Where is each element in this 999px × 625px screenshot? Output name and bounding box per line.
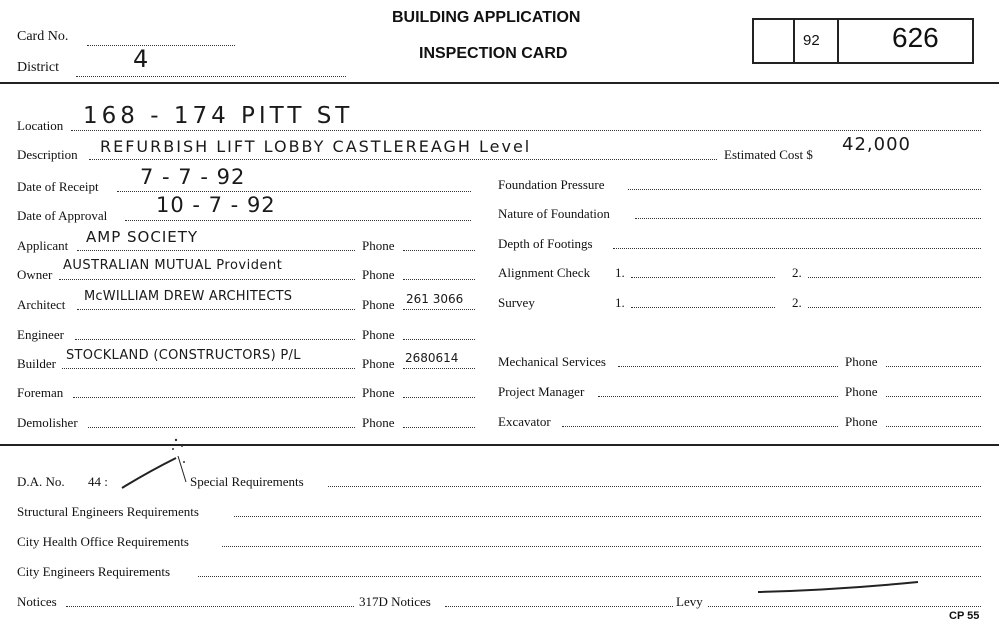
survey-num-1: 1. — [615, 295, 625, 310]
card-number-box — [752, 18, 974, 64]
project-manager-phone-line — [886, 396, 981, 397]
date-approval-line — [125, 220, 471, 221]
engineers-label: City Engineers Requirements — [17, 564, 171, 579]
builder-phone-value: 2680614 — [405, 351, 459, 365]
engineer-label: Engineer — [17, 327, 64, 342]
architect-line — [77, 309, 355, 310]
demolisher-phone-label: Phone — [362, 415, 395, 430]
notices-317d-label: 317D Notices — [359, 594, 431, 609]
builder-value: STOCKLAND (CONSTRUCTORS) P/L — [66, 348, 301, 363]
card-number-value: 626 — [892, 22, 939, 53]
applicant-phone-label: Phone — [362, 238, 395, 253]
builder-phone-label: Phone — [362, 356, 395, 371]
form-code: CP 55 — [949, 610, 980, 622]
levy-pen-stroke — [756, 578, 922, 598]
foreman-phone-line — [403, 397, 475, 398]
excavator-phone-label: Phone — [845, 414, 878, 429]
builder-phone-line — [403, 368, 475, 369]
depth-footings-label: Depth of Footings — [498, 236, 593, 251]
year-value: 92 — [803, 32, 820, 49]
date-receipt-line — [117, 191, 471, 192]
excavator-line — [562, 426, 838, 427]
alignment-num-2: 2. — [792, 265, 802, 280]
engineer-phone-line — [403, 339, 475, 340]
alignment-check-label: Alignment Check — [498, 265, 591, 280]
date-receipt-label: Date of Receipt — [17, 179, 99, 194]
box-divider-1 — [793, 18, 795, 64]
mechanical-label: Mechanical Services — [498, 354, 606, 369]
survey-label: Survey — [498, 295, 535, 310]
demolisher-phone-line — [403, 427, 475, 428]
alignment-line-1 — [631, 277, 775, 278]
description-line — [89, 159, 717, 160]
builder-line — [62, 368, 355, 369]
project-manager-phone-label: Phone — [845, 384, 878, 399]
da-label: D.A. No. — [17, 474, 65, 489]
owner-phone-label: Phone — [362, 267, 395, 282]
card-no-label: Card No. — [17, 29, 69, 44]
levy-line — [708, 606, 981, 607]
structural-line — [234, 516, 981, 517]
da-value: 44 : — [88, 474, 108, 489]
mechanical-phone-label: Phone — [845, 354, 878, 369]
district-value: 4 — [133, 45, 150, 73]
applicant-phone-line — [403, 250, 475, 251]
foundation-pressure-line — [628, 189, 981, 190]
date-receipt-value: 7 - 7 - 92 — [140, 165, 246, 189]
location-label: Location — [17, 118, 64, 133]
box-divider-2 — [837, 18, 839, 64]
district-line — [76, 76, 346, 77]
owner-label: Owner — [17, 267, 53, 282]
notices-label: Notices — [17, 594, 57, 609]
survey-num-2: 2. — [792, 295, 802, 310]
architect-phone-value: 261 3066 — [406, 292, 464, 306]
depth-footings-line — [613, 248, 981, 249]
estimated-cost-label: Estimated Cost $ — [724, 147, 813, 162]
description-label: Description — [17, 147, 78, 162]
mechanical-phone-line — [886, 366, 981, 367]
levy-label: Levy — [676, 594, 703, 609]
owner-phone-line — [403, 279, 475, 280]
foundation-pressure-label: Foundation Pressure — [498, 177, 605, 192]
applicant-value: AMP SOCIETY — [86, 228, 199, 246]
alignment-num-1: 1. — [615, 265, 625, 280]
header-rule — [0, 82, 999, 84]
demolisher-line — [88, 427, 355, 428]
notices-317d-line — [445, 606, 673, 607]
structural-label: Structural Engineers Requirements — [17, 504, 199, 519]
date-approval-label: Date of Approval — [17, 208, 108, 223]
engineer-phone-label: Phone — [362, 327, 395, 342]
applicant-label: Applicant — [17, 238, 69, 253]
alignment-line-2 — [808, 277, 981, 278]
foreman-label: Foreman — [17, 385, 64, 400]
owner-value: AUSTRALIAN MUTUAL Provident — [63, 258, 283, 273]
engineers-line — [198, 576, 981, 577]
builder-label: Builder — [17, 356, 56, 371]
title-line-2: INSPECTION CARD — [419, 45, 568, 62]
nature-foundation-label: Nature of Foundation — [498, 206, 610, 221]
excavator-label: Excavator — [498, 414, 551, 429]
location-value: 168 - 174 PITT ST — [83, 103, 354, 129]
architect-label: Architect — [17, 297, 66, 312]
da-pen-stroke — [118, 436, 208, 500]
engineer-line — [75, 339, 355, 340]
health-label: City Health Office Requirements — [17, 534, 189, 549]
card-no-line — [87, 45, 235, 46]
foreman-phone-label: Phone — [362, 385, 395, 400]
notices-line — [66, 606, 354, 607]
title-line-1: BUILDING APPLICATION — [392, 9, 581, 26]
excavator-phone-line — [886, 426, 981, 427]
special-requirements-label: Special Requirements — [190, 474, 304, 489]
applicant-line — [77, 250, 355, 251]
district-label: District — [17, 60, 59, 75]
nature-foundation-line — [635, 218, 981, 219]
architect-phone-label: Phone — [362, 297, 395, 312]
health-line — [222, 546, 981, 547]
project-manager-line — [598, 396, 838, 397]
special-requirements-line — [328, 486, 981, 487]
survey-line-1 — [631, 307, 775, 308]
survey-line-2 — [808, 307, 981, 308]
owner-line — [59, 279, 355, 280]
architect-value: McWILLIAM DREW ARCHITECTS — [84, 289, 293, 304]
foreman-line — [73, 397, 355, 398]
estimated-cost-value: 42,000 — [842, 134, 911, 155]
date-approval-value: 10 - 7 - 92 — [156, 193, 276, 217]
project-manager-label: Project Manager — [498, 384, 585, 399]
architect-phone-line — [403, 309, 475, 310]
description-value: REFURBISH LIFT LOBBY CASTLEREAGH Level — [100, 137, 532, 156]
demolisher-label: Demolisher — [17, 415, 78, 430]
mechanical-line — [618, 366, 838, 367]
location-line — [71, 130, 981, 131]
